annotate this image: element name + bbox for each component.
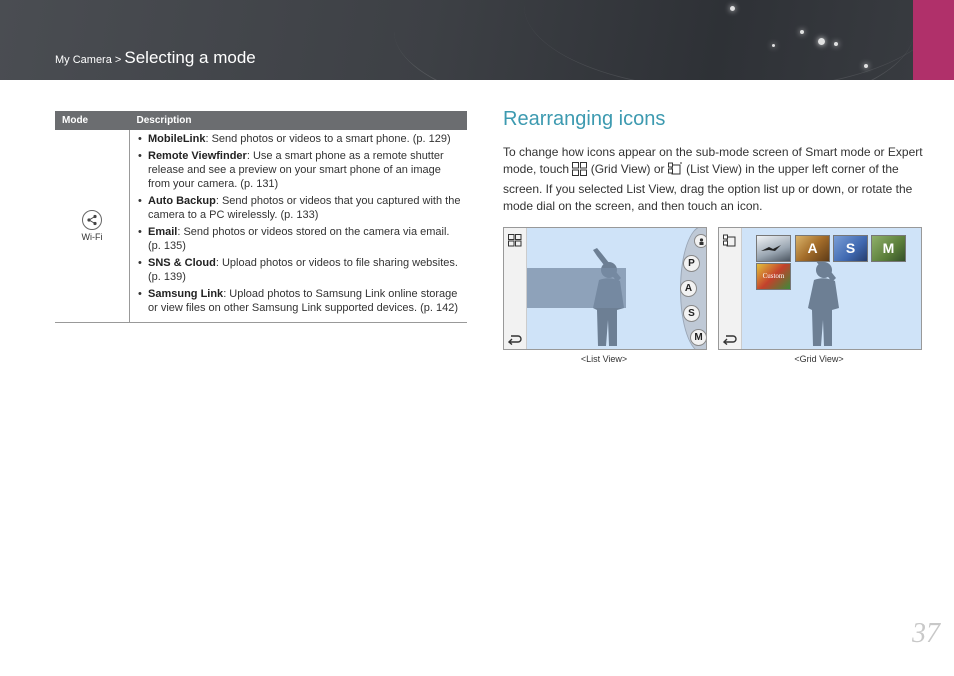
mode-s-button[interactable]: S	[683, 305, 700, 322]
person-icon	[698, 238, 705, 245]
table-row	[55, 130, 467, 323]
screen-side-bar	[719, 228, 742, 349]
list-item	[136, 194, 461, 222]
description-cell	[130, 130, 468, 323]
grid-view-icon[interactable]	[508, 234, 522, 247]
header-sparkle	[772, 44, 775, 47]
header-sparkle	[730, 6, 735, 11]
grid-view-icon	[572, 162, 587, 181]
feature-text: : Upload photos to Samsung Link online storage or view files on other Samsung Link supported devices. (p. 142)	[148, 288, 458, 314]
grid-tile-smart[interactable]	[756, 235, 791, 262]
list-item	[136, 149, 461, 191]
feature-text: : Send photos or videos that you captured with the camera to a PC wirelessly. (p. 133)	[148, 195, 461, 221]
page-number: 37	[912, 618, 940, 649]
mode-a-button[interactable]: A	[680, 280, 697, 297]
mode-label: Wi-Fi	[81, 232, 103, 242]
mode-p-button[interactable]: P	[683, 255, 700, 272]
header-sparkle	[864, 64, 868, 68]
list-view-icon	[668, 162, 683, 181]
camera-scene	[527, 228, 706, 349]
mode-m-button[interactable]: M	[690, 329, 706, 346]
list-view-screen	[503, 227, 707, 350]
list-item	[136, 256, 461, 284]
screen-side-bar	[504, 228, 527, 349]
list-view-icon[interactable]	[723, 234, 737, 247]
header-sparkle	[800, 30, 804, 34]
grid-view-caption: <Grid View>	[794, 354, 844, 364]
bird-icon	[761, 243, 781, 255]
camera-scene	[742, 228, 921, 349]
grid-view-screen	[718, 227, 922, 350]
camera-mode-button[interactable]	[694, 234, 706, 248]
header-accent-bar	[913, 0, 954, 80]
feature-text: : Send photos or videos to a smart phone. (p. 129)	[205, 133, 451, 145]
paragraph-text: To change how icons appear on the sub-mode screen of Smart mode or Expert mode, touch	[503, 145, 923, 176]
paragraph-text: (Grid View) or	[587, 162, 668, 176]
feature-text: : Upload photos or videos to file sharing websites. (p. 139)	[148, 257, 458, 283]
mode-cell	[55, 130, 130, 323]
share-icon	[82, 210, 102, 230]
table-header-mode: Mode	[55, 111, 130, 130]
grid-tile-a[interactable]: A	[795, 235, 830, 262]
feature-name: Samsung Link	[148, 288, 224, 300]
feature-text: : Send photos or videos stored on the camera via email. (p. 135)	[148, 226, 450, 252]
list-item	[136, 287, 461, 315]
feature-name: Remote Viewfinder	[148, 150, 247, 162]
list-item	[136, 132, 461, 146]
feature-text: : Use a smart phone as a remote shutter release and see a preview on your smart phone of an image from your camera. (p. 131)	[148, 150, 444, 190]
section-paragraph	[503, 144, 923, 215]
feature-name: MobileLink	[148, 133, 206, 145]
breadcrumb	[55, 48, 256, 68]
section-title: Rearranging icons	[503, 108, 666, 130]
feature-name: Email	[148, 226, 178, 238]
selected-mode-highlight	[527, 268, 626, 308]
grid-tile-custom[interactable]: Custom	[756, 263, 791, 290]
header-sparkle	[818, 38, 825, 45]
list-view-caption: <List View>	[580, 354, 628, 364]
feature-list	[136, 132, 461, 315]
mode-table	[55, 111, 467, 323]
paragraph-text: (List View) in the upper left corner of the screen. If you selected List View, drag the option list up or down, or rotate the mode dial on the screen, and then touch an icon.	[503, 162, 913, 213]
table-header-description: Description	[130, 111, 468, 130]
page-header	[0, 0, 954, 80]
breadcrumb-title: Selecting a mode	[124, 48, 256, 67]
back-icon[interactable]	[508, 334, 522, 345]
header-sparkle	[834, 42, 838, 46]
grid-tile-m[interactable]: M	[871, 235, 906, 262]
feature-name: Auto Backup	[148, 195, 216, 207]
feature-name: SNS & Cloud	[148, 257, 216, 269]
breadcrumb-prefix[interactable]: My Camera >	[55, 54, 122, 66]
back-icon[interactable]	[723, 334, 737, 345]
grid-tile-s[interactable]: S	[833, 235, 868, 262]
list-item	[136, 225, 461, 253]
